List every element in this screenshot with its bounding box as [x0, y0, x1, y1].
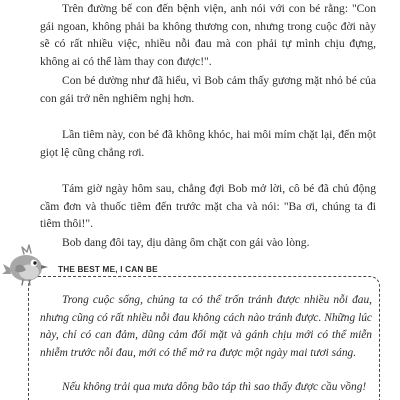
callout-heading: THE BEST ME, I CAN BE: [58, 265, 158, 274]
body-paragraph-3: Lần tiêm này, con bé đã không khóc, hai môi mím chặt lại, đến một giọt lệ cũng chẳng rơi.: [40, 128, 376, 159]
body-paragraph-2: Con bé dường như đã hiểu, vì Bob cảm thấy gương mặt nhỏ bé của con gái trở nên nghiêm nghị hơn.: [40, 74, 376, 105]
callout-paragraph-2: Nếu không trải qua mưa dông bão táp thì sao thấy được cầu vồng!: [62, 381, 367, 393]
callout-paragraph-1: Trong cuộc sống, chúng ta có thể trốn tránh được nhiều nỗi đau, nhưng cũng có rất nhiều nỗi đau không cách nào tránh được. Những lúc này, chỉ có can đảm, dũng cảm đối mặt và gánh chịu mới có thể miễn nhiễm trước nỗi đau, mới có thể mở ra được một ngày mai tươi sáng.: [40, 294, 372, 359]
body-paragraph-4: Tám giờ ngày hôm sau, chẳng đợi Bob mở lời, cô bé đã chủ động cầm đơn và thuốc tiêm đến trước mặt cha và nói: "Ba ơi, chúng ta đi tiêm thôi!".: [40, 182, 376, 231]
body-paragraph-1: Trên đường bế con đến bệnh viện, anh nói với con bé rằng: "Con gái ngoan, không phải ba không thương con, nhưng trong cuộc đời này sẽ có rất nhiều việc, nhiều nỗi đau mà con phải tự mình chịu đựng, không ai có thể làm thay con được!".: [40, 2, 376, 68]
bird-icon: [2, 244, 52, 286]
body-paragraph-5: Bob dang đôi tay, dịu dàng ôm chặt con gái vào lòng.: [62, 236, 310, 249]
